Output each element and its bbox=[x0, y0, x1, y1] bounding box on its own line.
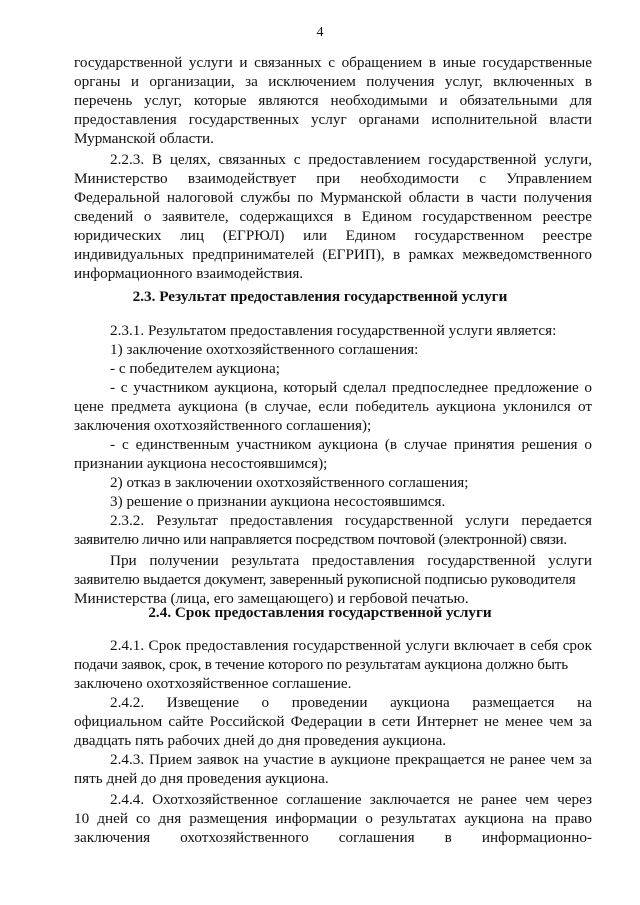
text-line: Министерства (лица, его замещающего) и гербовой печатью. bbox=[74, 590, 469, 607]
text-line: 2.3.1. Результатом предоставления государственной услуги является: bbox=[110, 322, 557, 339]
text-line: заключено охотхозяйственное соглашение. bbox=[74, 675, 352, 692]
section-heading: 2.3. Результат предоставления государственной услуги bbox=[132, 288, 508, 305]
text-line: сведений о заявителе, содержащихся в Едином государственном реестре bbox=[74, 208, 592, 225]
text-line: подачи заявок, срок, в течение которого по результатам аукциона должно быть bbox=[74, 656, 568, 673]
text-line: При получении результата предоставления государственной услуги bbox=[110, 552, 592, 569]
text-line: информационного взаимодействия. bbox=[74, 265, 304, 282]
text-line: заключения охотхозяйственного соглашения); bbox=[74, 417, 372, 434]
text-line: 2.3.2. Результат предоставления государственной услуги передается bbox=[110, 512, 592, 529]
text-line: 2.4.3. Прием заявок на участие в аукционе прекращается не ранее чем за bbox=[110, 751, 592, 768]
text-line: признании аукциона несостоявшимся); bbox=[74, 455, 328, 472]
text-line: предоставления государственных услуг органами исполнительной власти bbox=[74, 111, 592, 128]
text-line: индивидуальных предпринимателей (ЕГРИП), в рамках межведомственного bbox=[74, 246, 592, 263]
text-line: государственной услуги и связанных с обращением в иные государственные bbox=[74, 54, 592, 71]
text-line: - с участником аукциона, который сделал предпоследнее предложение о bbox=[110, 379, 592, 396]
text-line: органы и организации, за исключением получения услуг, включенных в bbox=[74, 73, 592, 90]
text-line: Мурманской области. bbox=[74, 130, 214, 147]
text-line: 2) отказ в заключении охотхозяйственного соглашения; bbox=[110, 474, 469, 491]
text-line: 10 дней со дня размещения информации о результатах аукциона на право bbox=[74, 810, 592, 827]
text-line: 3) решение о признании аукциона несостоявшимся. bbox=[110, 493, 446, 510]
text-line: официальном сайте Российской Федерации в сети Интернет не менее чем за bbox=[74, 713, 592, 730]
text-line: Министерство взаимодействует при необходимости с Управлением bbox=[74, 170, 592, 187]
text-line: цене предмета аукциона (в случае, если победитель аукциона уклонился от bbox=[74, 398, 592, 415]
text-line: пять дней до дня проведения аукциона. bbox=[74, 770, 329, 787]
text-line: заявителю выдается документ, заверенный рукописной подписью руководителя bbox=[74, 571, 576, 588]
text-line: перечень услуг, которые являются необходимыми и обязательными для bbox=[74, 92, 592, 109]
text-line: юридических лиц (ЕГРЮЛ) или Едином государственном реестре bbox=[74, 227, 592, 244]
page-number: 4 bbox=[316, 25, 324, 40]
text-line: Федеральной налоговой службы по Мурманской области в части получения bbox=[74, 189, 592, 206]
text-line: 2.2.3. В целях, связанных с предоставлением государственной услуги, bbox=[110, 151, 592, 168]
text-line: 2.4.4. Охотхозяйственное соглашение заключается не ранее чем через bbox=[110, 791, 592, 808]
text-line: 1) заключение охотхозяйственного соглашения: bbox=[110, 341, 419, 358]
text-line: - с победителем аукциона; bbox=[110, 360, 281, 377]
text-line: двадцать пять рабочих дней до дня проведения аукциона. bbox=[74, 732, 447, 749]
text-line: заявителю лично или направляется посредством почтовой (электронной) связи. bbox=[74, 531, 567, 548]
text-line: заключения охотхозяйственного соглашения в информационно- bbox=[74, 829, 592, 846]
text-line: 2.4.2. Извещение о проведении аукциона размещается на bbox=[110, 694, 592, 711]
text-line: - с единственным участником аукциона (в случае принятия решения о bbox=[110, 436, 592, 453]
text-line: 2.4.1. Срок предоставления государственной услуги включает в себя срок bbox=[110, 637, 592, 654]
section-heading: 2.4. Срок предоставления государственной услуги bbox=[148, 604, 492, 621]
